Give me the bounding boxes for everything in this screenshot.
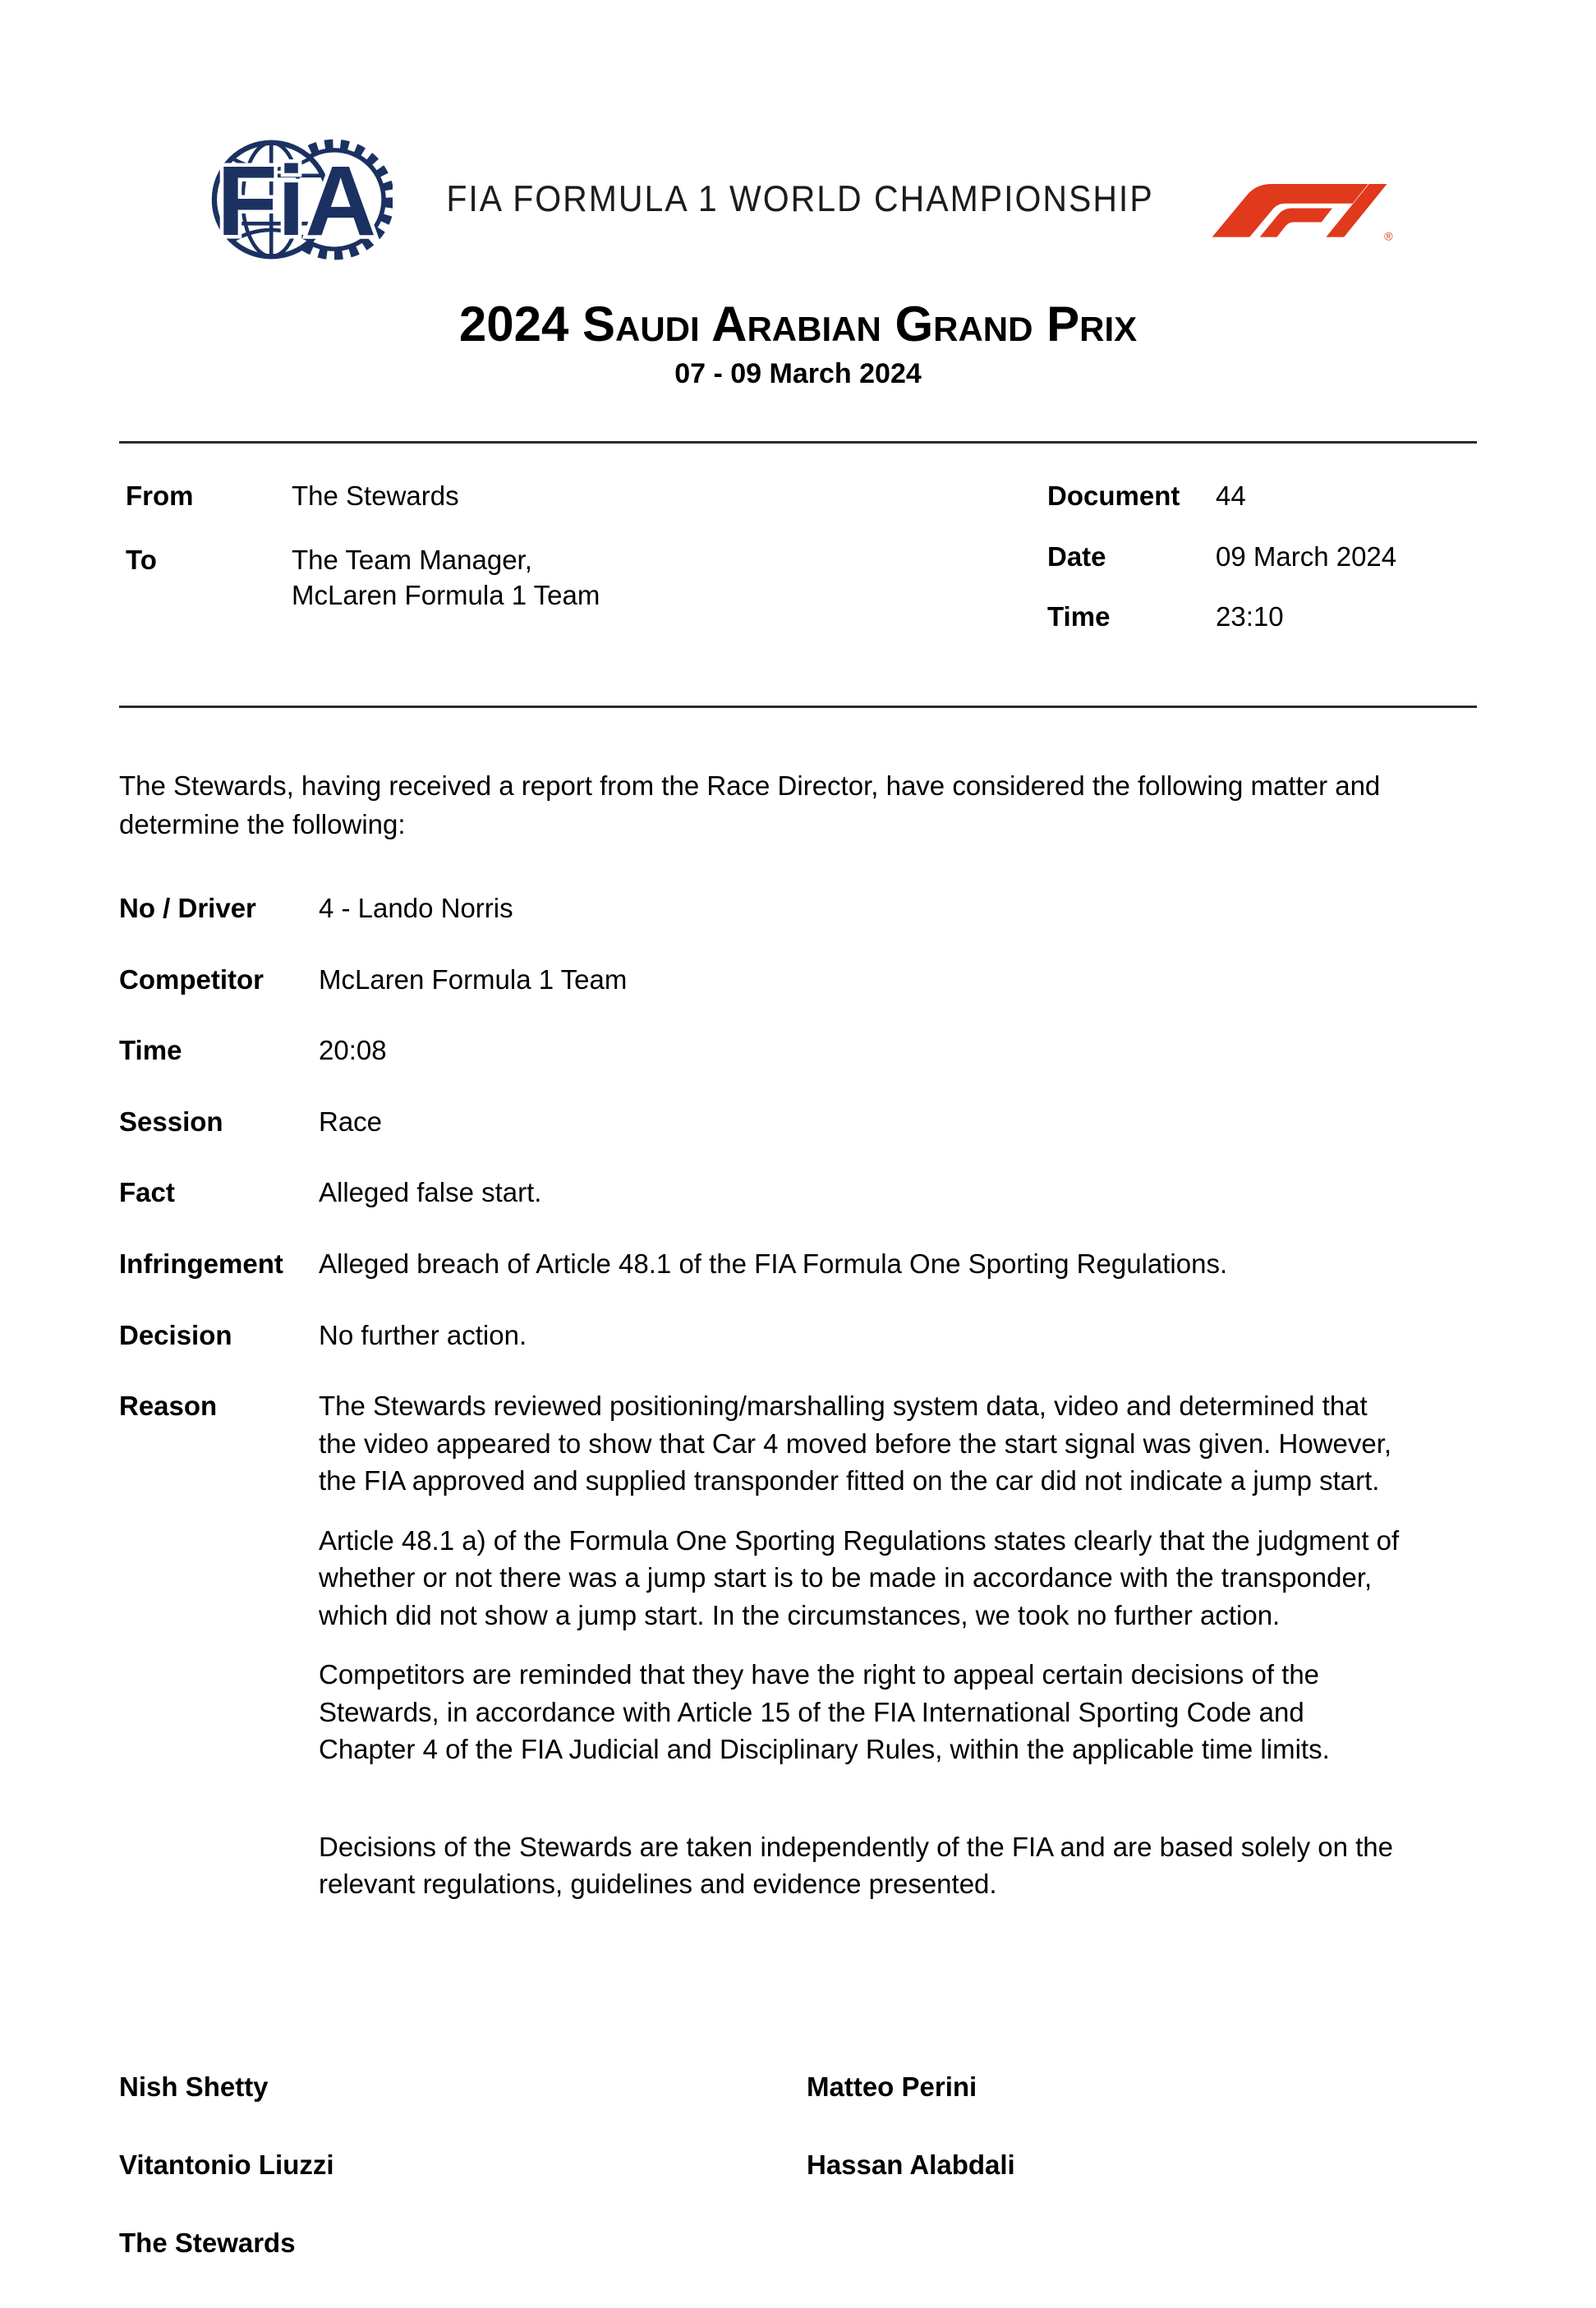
reason-paragraph-3: Competitors are reminded that they have the right to appeal certain decisions of the Stewards, in accordance with Article 15 of the FIA International Sporting Code and Chapter 4 of the FIA Judicial and Disciplinary Rules, within the applicable time limits. — [319, 1659, 1330, 1765]
field-row-no-driver — [119, 890, 1477, 927]
to-value — [292, 542, 1047, 614]
meta-table — [119, 444, 1477, 706]
meta-row-from — [126, 478, 1047, 514]
field-row-fact — [119, 1174, 1477, 1211]
from-label: From — [126, 480, 194, 511]
field-row-session — [119, 1103, 1477, 1141]
intro-paragraph: The Stewards, having received a report from the Race Director, have considered the following matter and determine the following: — [119, 770, 1381, 839]
meta-left-column — [126, 478, 1047, 660]
reason-value — [319, 1387, 1403, 1925]
field-row-decision — [119, 1317, 1477, 1354]
signature-the-stewards: The Stewards — [119, 2227, 296, 2258]
document-number: 44 — [1216, 480, 1246, 511]
to-label: To — [126, 544, 157, 575]
signature-hassan-alabdali: Hassan Alabdali — [807, 2149, 1015, 2180]
no-driver-label: No / Driver — [119, 893, 256, 924]
time-value: 23:10 — [1216, 601, 1284, 632]
title-block — [119, 298, 1477, 390]
meta-row-document — [1047, 478, 1477, 514]
session-time-label: Time — [119, 1035, 182, 1066]
infringement-value: Alleged breach of Article 48.1 of the FIA Formula One Sporting Regulations. — [319, 1248, 1228, 1280]
fact-label: Fact — [119, 1177, 175, 1208]
f1-logo-icon — [1207, 154, 1395, 245]
signature-row-2 — [119, 2149, 1477, 2181]
no-driver-value: 4 - Lando Norris — [319, 893, 513, 924]
to-value-line2: McLaren Formula 1 Team — [292, 580, 600, 611]
event-title: 2024 Saudi Arabian Grand Prix — [458, 297, 1138, 352]
document-label: Document — [1047, 480, 1180, 511]
fia-logo-icon — [205, 126, 393, 273]
field-row-infringement — [119, 1245, 1477, 1283]
field-row-competitor — [119, 961, 1477, 999]
meta-row-time — [1047, 599, 1477, 635]
event-date-range: 07 - 09 March 2024 — [674, 358, 922, 389]
infringement-label: Infringement — [119, 1248, 283, 1280]
competitor-value: McLaren Formula 1 Team — [319, 963, 628, 995]
reason-label: Reason — [119, 1391, 218, 1422]
date-label: Date — [1047, 540, 1106, 572]
field-row-time — [119, 1032, 1477, 1069]
fia-logo-text: FiA — [217, 145, 377, 256]
date-value: 09 March 2024 — [1216, 540, 1397, 572]
signature-vitantonio-liuzzi: Vitantonio Liuzzi — [119, 2149, 334, 2180]
signature-nish-shetty: Nish Shetty — [119, 2071, 269, 2102]
divider-bottom — [119, 706, 1477, 708]
decision-label: Decision — [119, 1319, 232, 1350]
signature-row-3 — [119, 2228, 1477, 2259]
to-value-line1: The Team Manager, — [292, 544, 532, 575]
signatures-block — [119, 2071, 1477, 2259]
f1-registered-mark: ® — [1384, 229, 1393, 243]
decision-fields — [119, 890, 1477, 1925]
from-value: The Stewards — [292, 480, 459, 511]
f1-logo-shapes — [1212, 184, 1387, 237]
competitor-label: Competitor — [119, 963, 264, 995]
reason-paragraph-4: Decisions of the Stewards are taken independently of the FIA and are based solely on the relevant regulations, guidelines and evidence presented. — [319, 1831, 1393, 1900]
session-time-value: 20:08 — [319, 1035, 387, 1066]
reason-paragraph-1: The Stewards reviewed positioning/marshalling system data, video and determined that the video appeared to show that Car 4 moved before the start signal was given. However, the FIA approved and supplied transponder fitted on the car did not indicate a jump start. — [319, 1391, 1392, 1497]
meta-right-column — [1047, 478, 1477, 660]
session-label: Session — [119, 1106, 223, 1137]
time-label: Time — [1047, 601, 1111, 632]
decision-value: No further action. — [319, 1319, 527, 1350]
signature-row-1 — [119, 2071, 1477, 2103]
signature-matteo-perini: Matteo Perini — [807, 2071, 977, 2102]
document-header — [119, 123, 1477, 275]
meta-row-to — [126, 542, 1047, 614]
field-row-reason — [119, 1387, 1477, 1925]
reason-paragraph-2: Article 48.1 a) of the Formula One Sporting Regulations states clearly that the judgment of whether or not there was a jump start is to be made in accordance with the transponder, which did not show a jump start. In the circumstances, we took no further action. — [319, 1524, 1400, 1630]
meta-row-date — [1047, 539, 1477, 575]
championship-wordmark: FIA FORMULA 1 WORLD CHAMPIONSHIP — [446, 178, 1154, 219]
session-value: Race — [319, 1106, 383, 1137]
fact-value: Alleged false start. — [319, 1177, 542, 1208]
